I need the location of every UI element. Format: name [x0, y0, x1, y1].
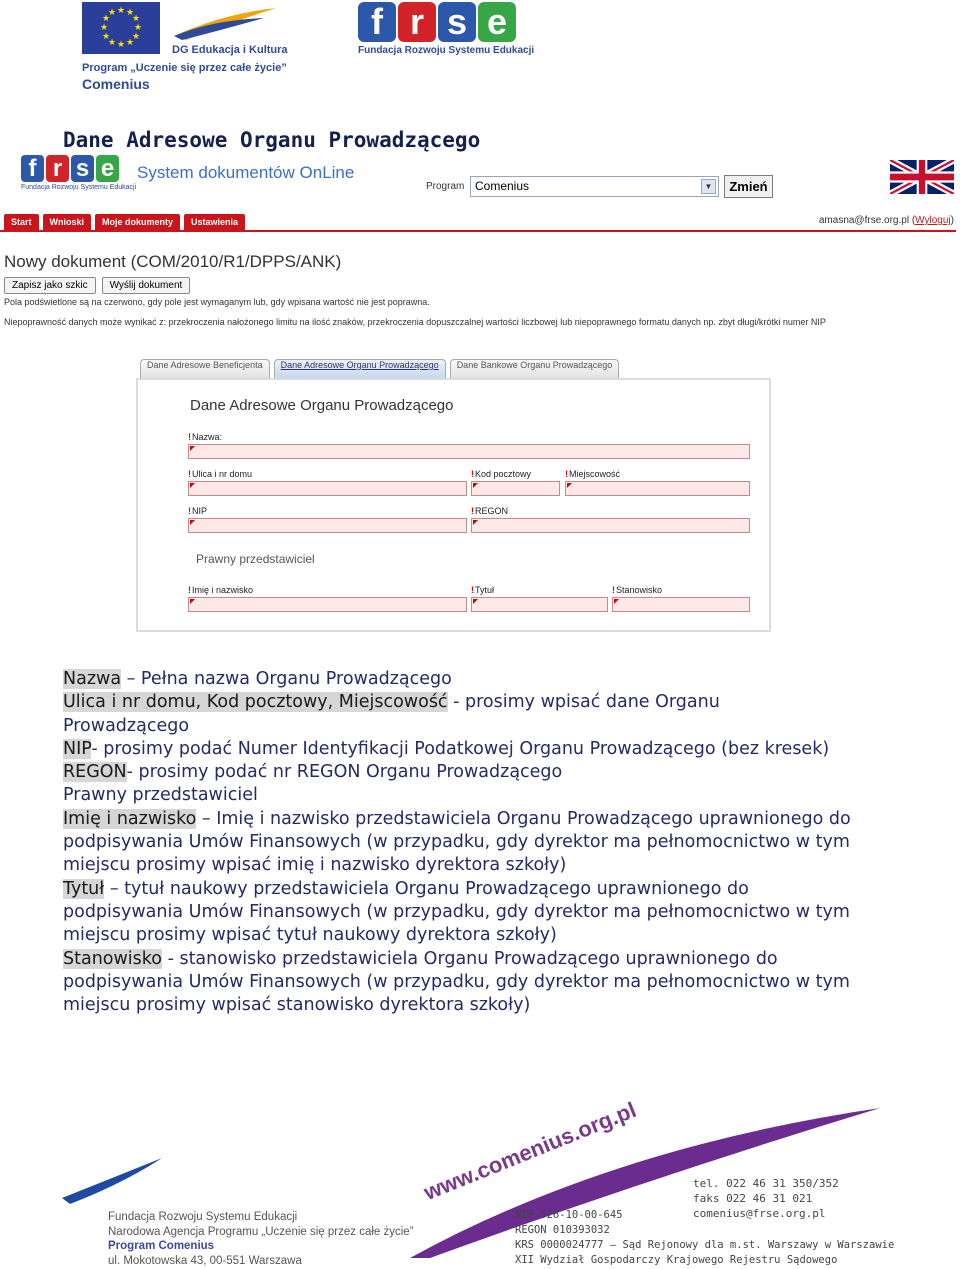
app-frse-letter-f: f [21, 155, 44, 182]
nav-tab-moje-dokumenty[interactable]: Moje dokumenty [95, 214, 180, 230]
footer-website[interactable]: www.comenius.org.pl [420, 1097, 640, 1206]
tytul-input[interactable] [471, 597, 608, 612]
program-label: Program [426, 181, 465, 192]
footer-org-line: Program Comenius [108, 1240, 215, 1252]
desc-text: podpisywania Umów Finansowych (w przypadku, gdy dyrektor ma pełnomocnictwo w tym [63, 832, 850, 853]
desc-line [63, 994, 943, 1017]
field-nazwa [188, 432, 750, 459]
app-frse-letter-r: r [46, 155, 69, 182]
desc-line [63, 691, 943, 714]
required-marker: ! [188, 506, 191, 516]
desc-line [63, 668, 943, 691]
tab-organ-bank[interactable]: Dane Bankowe Organu Prowadzącego [450, 359, 620, 378]
field-label [471, 506, 750, 516]
field-kod-pocztowy [471, 469, 560, 496]
svg-text:★: ★ [101, 32, 111, 42]
app-frse-letters [21, 155, 136, 182]
chevron-down-icon[interactable]: ▼ [701, 179, 716, 194]
app-frse-caption: Fundacja Rozwoju Systemu Edukacji [21, 184, 137, 191]
desc-text: - prosimy podać Numer Identyfikacji Podatkowej Organu Prowadzącego (bez kresek) [91, 738, 830, 759]
label-regon: REGON [475, 506, 509, 516]
required-marker: ! [188, 585, 191, 595]
label-tytul: Tytuł [475, 585, 495, 595]
section-heading-representative: Prawny przedstawiciel [196, 552, 315, 566]
user-area: amasna@frse.org.pl (Wyloguj) [818, 215, 954, 226]
desc-text: miejscu prosimy wpisać tytuł naukowy dyrektora szkoły) [63, 925, 557, 946]
label-imie-nazwisko: Imię i nazwisko [192, 585, 254, 595]
desc-line [63, 878, 943, 901]
desc-line [63, 808, 943, 831]
field-miejscowosc [565, 469, 750, 496]
desc-line [63, 924, 943, 947]
tab-beneficjent-address[interactable]: Dane Adresowe Beneficjenta [140, 359, 270, 378]
field-label [188, 506, 467, 516]
desc-line [63, 784, 943, 807]
desc-term: Ulica i nr domu, Kod pocztowy, Miejscowość [63, 692, 448, 713]
llp-comenius-text: Comenius [82, 76, 150, 92]
nazwa-input[interactable] [188, 444, 750, 459]
frse-letter-r: r [398, 2, 436, 42]
desc-line [63, 761, 943, 784]
uk-flag-icon[interactable] [890, 160, 954, 194]
nav-tab-ustawienia[interactable]: Ustawienia [184, 214, 245, 230]
form-tabs [140, 359, 619, 378]
app-screenshot [0, 155, 960, 640]
desc-text: miejscu prosimy wpisać stanowisko dyrektora szkoły) [63, 995, 531, 1016]
llp-swoosh-icon [172, 6, 280, 40]
field-nip [188, 506, 467, 533]
frse-logo [358, 2, 534, 56]
desc-text: Prowadzącego [63, 715, 190, 736]
tab-organ-address[interactable]: Dane Adresowe Organu Prowadzącego [274, 359, 446, 378]
svg-text:★: ★ [107, 38, 117, 48]
page-title: Dane Adresowe Organu Prowadzącego [63, 128, 481, 152]
miejscowosc-input[interactable] [565, 481, 750, 496]
app-system-title: System dokumentów OnLine [137, 163, 355, 182]
desc-text: - prosimy wpisać dane Organu [447, 692, 720, 713]
required-marker: ! [565, 469, 568, 479]
desc-line [63, 715, 943, 738]
desc-line [63, 831, 943, 854]
desc-line [63, 738, 943, 761]
logout-link[interactable]: Wyloguj [915, 215, 951, 226]
main-nav [4, 214, 245, 230]
save-draft-button[interactable]: Zapisz jako szkic [4, 277, 96, 294]
form-panel [136, 378, 771, 632]
field-label [612, 585, 750, 595]
llp-program-text: Program „Uczenie się przez całe życie” [82, 62, 287, 74]
field-label [471, 469, 560, 479]
footer-organization [108, 1210, 414, 1268]
frse-letters [358, 2, 534, 42]
footer-registry-line: KRS 0000024777 – Sąd Rejonowy dla m.st. Warszawy w Warszawie [515, 1239, 895, 1251]
svg-text:★: ★ [116, 6, 126, 16]
desc-line [63, 901, 943, 924]
field-ulica [188, 469, 467, 496]
frse-letter-f: f [358, 2, 396, 42]
desc-text: - prosimy podać nr REGON Organu Prowadzącego [126, 762, 563, 783]
desc-text: Prawny przedstawiciel [63, 785, 258, 806]
footer-registry-line: XII Wydział Gospodarczy Krajowego Rejestru Sądowego [515, 1254, 838, 1266]
footer-registry-line: REGON 010393032 [515, 1224, 610, 1236]
label-nip: NIP [192, 506, 208, 516]
change-program-button[interactable]: Zmień [724, 175, 773, 198]
field-label [188, 432, 750, 442]
field-stanowisko [612, 585, 750, 612]
required-marker: ! [188, 469, 191, 479]
svg-text:★: ★ [131, 14, 141, 24]
nav-tab-wnioski[interactable]: Wnioski [43, 214, 92, 230]
desc-term: REGON [63, 762, 127, 783]
desc-term: Imię i nazwisko [63, 808, 197, 829]
footer [0, 1097, 960, 1269]
field-imie-nazwisko [188, 585, 467, 612]
program-select[interactable] [470, 176, 719, 197]
desc-text: – Pełna nazwa Organu Prowadzącego [121, 669, 452, 689]
desc-line [63, 854, 943, 877]
field-tytul [471, 585, 608, 612]
label-nazwa: Nazwa: [192, 432, 223, 442]
frse-letter-s: s [438, 2, 476, 42]
send-document-button[interactable]: Wyślij dokument [102, 277, 191, 294]
svg-text:★: ★ [133, 23, 143, 33]
app-frse-letter-e: e [96, 155, 119, 182]
user-email: amasna@frse.org.pl [818, 215, 910, 226]
required-marker: ! [471, 585, 474, 595]
svg-text:★: ★ [107, 8, 117, 18]
frse-letter-e: e [478, 2, 516, 42]
desc-text: – tytuł naukowy przedstawiciela Organu Prowadzącego uprawnionego do [104, 878, 749, 899]
desc-text: miejscu prosimy wpisać imię i nazwisko dyrektora szkoły) [63, 855, 567, 876]
field-regon [471, 506, 750, 533]
footer-email[interactable]: comenius@frse.org.pl [693, 1207, 826, 1220]
validation-hint: Niepoprawność danych może wynikać z: przekroczenia nałożonego limitu na ilość znaków, przekroczenia dopuszczalnej wartości liczbowej lub niepoprawnego formatu danych np. zbyt długi/krótki numer NIP [4, 317, 826, 327]
svg-text:★: ★ [116, 40, 126, 50]
svg-text:★: ★ [125, 38, 135, 48]
validation-notice: Pola podświetlone są na czerwono, gdy pole jest wymaganym lub, gdy wpisana wartość nie jest poprawna. [4, 297, 430, 307]
footer-phone: tel. 022 46 31 350/352 [693, 1177, 839, 1190]
eu-flag-icon [82, 2, 160, 54]
desc-term: Stanowisko [63, 948, 163, 969]
desc-term: NIP [63, 738, 92, 759]
stanowisko-input[interactable] [612, 597, 750, 612]
required-marker: ! [188, 432, 191, 442]
ulica-input[interactable] [188, 481, 467, 496]
llp-dg-text: DG Edukacja i Kultura [172, 44, 288, 56]
desc-text: – Imię i nazwisko przedstawiciela Organu Prowadzącego uprawnionego do [196, 808, 851, 829]
desc-line [63, 948, 943, 971]
svg-text:★: ★ [101, 14, 111, 24]
required-marker: ! [471, 469, 474, 479]
required-marker: ! [471, 506, 474, 516]
app-frse-logo [21, 155, 136, 191]
label-stanowisko: Stanowisko [616, 585, 663, 595]
field-label [565, 469, 750, 479]
footer-org-line: ul. Mokotowska 43, 00-551 Warszawa [108, 1254, 302, 1267]
footer-contact [693, 1176, 839, 1221]
nav-tab-start[interactable]: Start [4, 214, 39, 230]
field-label [188, 585, 467, 595]
label-ulica: Ulica i nr domu [192, 469, 253, 479]
llp-swoosh-icon [62, 1158, 162, 1204]
desc-line [63, 971, 943, 994]
nip-input[interactable] [188, 518, 467, 533]
frse-caption: Fundacja Rozwoju Systemu Edukacji [358, 45, 535, 56]
llp-logo [82, 2, 288, 92]
svg-text:★: ★ [99, 23, 109, 33]
kod-pocztowy-input[interactable] [471, 481, 560, 496]
imie-nazwisko-input[interactable] [188, 597, 467, 612]
svg-text:★: ★ [131, 32, 141, 42]
document-title: Nowy dokument (COM/2010/R1/DPPS/ANK) [4, 252, 342, 271]
nav-divider [0, 230, 956, 232]
footer-org-line: Fundacja Rozwoju Systemu Edukacji [108, 1211, 298, 1223]
footer-registry-line: NIP 526-10-00-645 [515, 1209, 623, 1221]
field-label [188, 469, 467, 479]
desc-text: podpisywania Umów Finansowych (w przypadku, gdy dyrektor ma pełnomocnictwo w tym [63, 901, 850, 922]
form-title: Dane Adresowe Organu Prowadzącego [190, 397, 454, 414]
required-marker: ! [612, 585, 615, 595]
field-label [471, 585, 608, 595]
document-actions [4, 277, 190, 294]
footer-fax: faks 022 46 31 021 [693, 1192, 813, 1205]
desc-term: Nazwa [63, 669, 122, 689]
footer-org-line: Narodowa Agencja Programu „Uczenie się przez całe życie” [108, 1225, 414, 1238]
field-descriptions [63, 668, 943, 1017]
regon-input[interactable] [471, 518, 750, 533]
program-select-value: Comenius [475, 179, 530, 193]
desc-term: Tytuł [63, 878, 105, 899]
desc-text: - stanowisko przedstawiciela Organu Prowadzącego uprawnionego do [162, 948, 778, 969]
label-kod-pocztowy: Kod pocztowy [475, 469, 532, 479]
svg-text:★: ★ [125, 8, 135, 18]
app-frse-letter-s: s [71, 155, 94, 182]
label-miejscowosc: Miejscowość [569, 469, 621, 479]
desc-text: podpisywania Umów Finansowych (w przypadku, gdy dyrektor ma pełnomocnictwo w tym [63, 971, 850, 992]
